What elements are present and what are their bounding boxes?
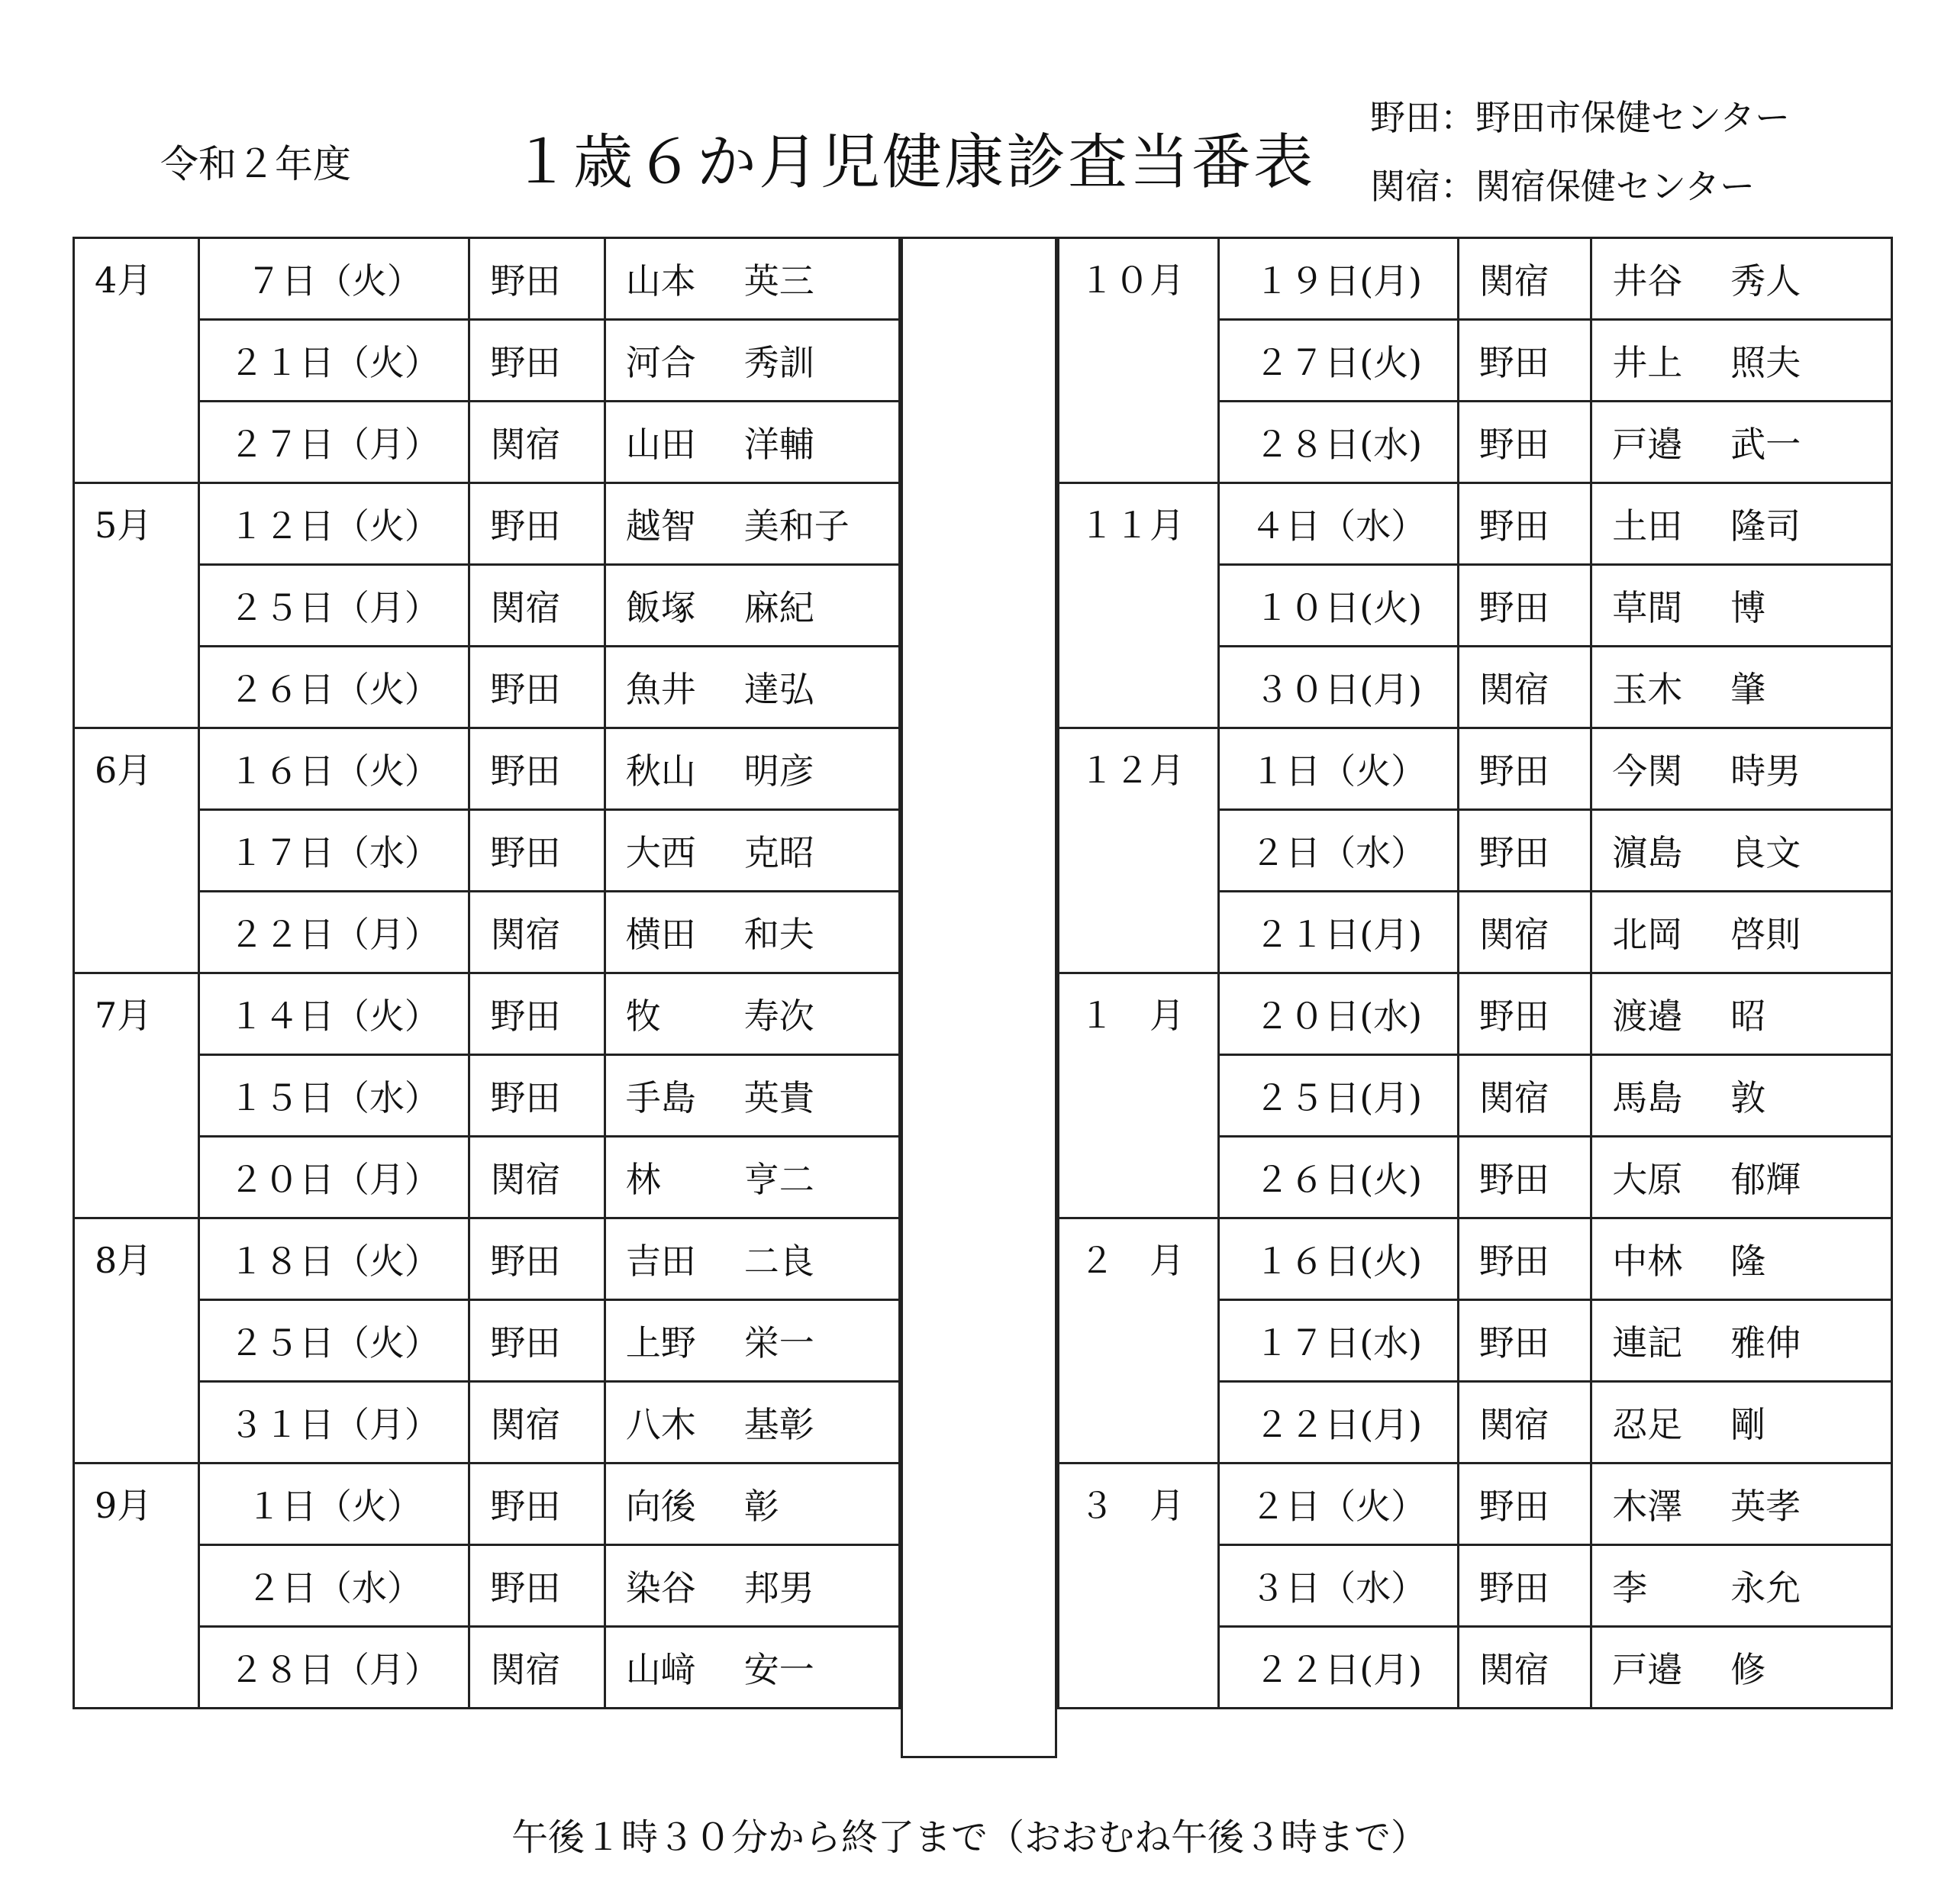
location-cell: 野田 <box>469 647 605 728</box>
doctor-family-name: 向後 <box>625 1486 696 1527</box>
doctor-given-name: 麻紀 <box>743 587 814 628</box>
location-cell: 野田 <box>469 1300 605 1382</box>
date-cell: ３１日（月） <box>199 1382 469 1463</box>
date-cell: ７日（火） <box>199 238 469 320</box>
doctor-cell <box>605 810 899 892</box>
location-cell: 関宿 <box>1458 1627 1591 1709</box>
date-cell: ２７日（月） <box>199 402 469 483</box>
doctor-given-name: 永允 <box>1730 1567 1801 1609</box>
table-row <box>74 728 900 810</box>
date-cell: ２６日(火) <box>1218 1137 1458 1218</box>
doctor-given-name: 安一 <box>743 1649 814 1690</box>
location-cell: 関宿 <box>1458 647 1591 728</box>
date-cell: １日（火） <box>199 1463 469 1545</box>
schedule-table-left <box>73 237 901 1709</box>
footnote: 午後１時３０分から終了まで（おおむね午後３時まで） <box>511 1816 1428 1859</box>
doctor-given-name: 啓則 <box>1730 914 1801 955</box>
doctor-given-name: 照夫 <box>1730 342 1801 383</box>
doctor-family-name: 山﨑 <box>625 1649 696 1690</box>
table-row <box>74 238 900 320</box>
date-cell: ２０日（月） <box>199 1137 469 1218</box>
date-cell: １０日(火) <box>1218 565 1458 647</box>
doctor-family-name: 濵島 <box>1612 832 1683 873</box>
legend-sekiyado: 関宿：関宿保健センター <box>1370 166 1756 207</box>
month-cell: １２月 <box>1059 728 1219 973</box>
doctor-cell <box>1591 1055 1892 1137</box>
date-cell: ２５日（月） <box>199 565 469 647</box>
location-cell: 関宿 <box>469 565 605 647</box>
location-cell: 野田 <box>1458 728 1591 810</box>
month-cell: １０月 <box>1059 238 1219 483</box>
doctor-given-name: 秀人 <box>1730 260 1801 302</box>
doctor-family-name: 飯塚 <box>625 587 696 628</box>
doctor-given-name: 基彰 <box>743 1404 814 1445</box>
table-row <box>1059 728 1892 810</box>
doctor-family-name: 手島 <box>625 1077 696 1118</box>
date-cell: ２６日（火） <box>199 647 469 728</box>
doctor-family-name: 山田 <box>625 424 696 465</box>
doctor-given-name: 亨二 <box>743 1159 814 1200</box>
doctor-family-name: 上野 <box>625 1322 696 1363</box>
location-cell: 関宿 <box>1458 892 1591 973</box>
doctor-family-name: 河合 <box>625 342 696 383</box>
doctor-family-name: 秋山 <box>625 750 696 792</box>
doctor-family-name: 草間 <box>1612 587 1683 628</box>
fiscal-year: 令和２年度 <box>160 142 351 186</box>
doctor-given-name: 克昭 <box>743 832 814 873</box>
doctor-family-name: 李 <box>1612 1567 1648 1609</box>
location-cell: 野田 <box>1458 1300 1591 1382</box>
location-cell: 野田 <box>469 973 605 1055</box>
doctor-cell <box>605 1137 899 1218</box>
doctor-cell <box>1591 238 1892 320</box>
doctor-cell <box>605 483 899 565</box>
date-cell: ２１日(月) <box>1218 892 1458 973</box>
doctor-given-name: 達弘 <box>743 669 814 710</box>
doctor-family-name: 吉田 <box>625 1241 696 1282</box>
doctor-cell <box>605 1545 899 1627</box>
doctor-cell <box>1591 1137 1892 1218</box>
table-row <box>74 1463 900 1545</box>
month-cell: 5月 <box>74 483 199 728</box>
location-cell: 関宿 <box>1458 1382 1591 1463</box>
location-cell: 関宿 <box>469 1382 605 1463</box>
doctor-given-name: 時男 <box>1730 750 1801 792</box>
doctor-given-name: 修 <box>1730 1649 1766 1690</box>
doctor-cell <box>605 1300 899 1382</box>
date-cell: １４日（火） <box>199 973 469 1055</box>
doctor-given-name: 敦 <box>1730 1077 1766 1118</box>
date-cell: １５日（水） <box>199 1055 469 1137</box>
location-cell: 野田 <box>1458 1545 1591 1627</box>
date-cell: ２１日（火） <box>199 320 469 402</box>
location-cell: 野田 <box>1458 320 1591 402</box>
month-cell: 9月 <box>74 1463 199 1709</box>
doctor-family-name: 魚井 <box>625 669 696 710</box>
doctor-given-name: 二良 <box>743 1241 814 1282</box>
doctor-cell <box>1591 892 1892 973</box>
location-cell: 野田 <box>1458 1137 1591 1218</box>
table-row <box>1059 483 1892 565</box>
location-cell: 野田 <box>1458 810 1591 892</box>
doctor-cell <box>605 973 899 1055</box>
doctor-cell <box>1591 1545 1892 1627</box>
location-cell: 野田 <box>1458 1463 1591 1545</box>
location-cell: 野田 <box>469 238 605 320</box>
doctor-given-name: 邦男 <box>743 1567 814 1609</box>
date-cell: ２日（火） <box>1218 1463 1458 1545</box>
doctor-given-name: 武一 <box>1730 424 1801 465</box>
legend-noda: 野田：野田市保健センター <box>1370 97 1791 138</box>
location-cell: 野田 <box>469 1463 605 1545</box>
doctor-family-name: 木澤 <box>1612 1486 1683 1527</box>
doctor-cell <box>605 1218 899 1300</box>
location-cell: 関宿 <box>469 892 605 973</box>
date-cell: １７日(水) <box>1218 1300 1458 1382</box>
date-cell: １６日（火） <box>199 728 469 810</box>
doctor-cell <box>1591 647 1892 728</box>
doctor-given-name: 英三 <box>743 260 814 302</box>
page-title: １歳６か月児健康診査当番表 <box>511 128 1316 197</box>
doctor-family-name: 横田 <box>625 914 696 955</box>
doctor-cell <box>605 402 899 483</box>
location-cell: 野田 <box>469 483 605 565</box>
table-row <box>1059 1218 1892 1300</box>
doctor-family-name: 大西 <box>625 832 696 873</box>
date-cell: １８日（火） <box>199 1218 469 1300</box>
doctor-family-name: 山本 <box>625 260 696 302</box>
doctor-given-name: 隆司 <box>1730 505 1801 547</box>
doctor-cell <box>605 238 899 320</box>
location-cell: 野田 <box>1458 402 1591 483</box>
doctor-cell <box>1591 973 1892 1055</box>
date-cell: ２２日（月） <box>199 892 469 973</box>
doctor-family-name: 馬島 <box>1612 1077 1683 1118</box>
table-row <box>74 483 900 565</box>
table-row <box>1059 973 1892 1055</box>
doctor-cell <box>605 892 899 973</box>
doctor-family-name: 越智 <box>625 505 696 547</box>
month-cell: １ 月 <box>1059 973 1219 1218</box>
doctor-cell <box>605 565 899 647</box>
doctor-cell <box>1591 1218 1892 1300</box>
doctor-family-name: 中林 <box>1612 1241 1683 1282</box>
doctor-cell <box>605 728 899 810</box>
location-cell: 野田 <box>469 1218 605 1300</box>
doctor-given-name: 明彦 <box>743 750 814 792</box>
doctor-family-name: 牧 <box>625 996 661 1037</box>
location-cell: 関宿 <box>1458 1055 1591 1137</box>
doctor-cell <box>605 1463 899 1545</box>
date-cell: ２５日(月) <box>1218 1055 1458 1137</box>
month-cell: 4月 <box>74 238 199 483</box>
location-cell: 関宿 <box>469 1137 605 1218</box>
doctor-given-name: 洋輔 <box>743 424 814 465</box>
date-cell: １日（火） <box>1218 728 1458 810</box>
date-cell: ２２日(月) <box>1218 1382 1458 1463</box>
location-cell: 野田 <box>469 1545 605 1627</box>
location-cell: 野田 <box>1458 973 1591 1055</box>
date-cell: ２８日(水) <box>1218 402 1458 483</box>
doctor-cell <box>1591 1627 1892 1709</box>
doctor-given-name: 英孝 <box>1730 1486 1801 1527</box>
doctor-given-name: 寿次 <box>743 996 814 1037</box>
doctor-family-name: 林 <box>625 1159 661 1200</box>
doctor-cell <box>605 1627 899 1709</box>
doctor-cell <box>605 647 899 728</box>
doctor-cell <box>1591 728 1892 810</box>
doctor-family-name: 井谷 <box>1612 260 1683 302</box>
doctor-cell <box>605 320 899 402</box>
table-row <box>74 1218 900 1300</box>
month-cell: 8月 <box>74 1218 199 1463</box>
location-cell: 野田 <box>469 1055 605 1137</box>
table-row <box>1059 1463 1892 1545</box>
location-cell: 野田 <box>1458 1218 1591 1300</box>
doctor-family-name: 連記 <box>1612 1322 1683 1363</box>
doctor-cell <box>605 1382 899 1463</box>
doctor-given-name: 美和子 <box>743 505 850 547</box>
date-cell: ４日（水） <box>1218 483 1458 565</box>
doctor-family-name: 戸邉 <box>1612 424 1683 465</box>
month-cell: 7月 <box>74 973 199 1218</box>
doctor-family-name: 忍足 <box>1612 1404 1683 1445</box>
location-cell: 関宿 <box>469 402 605 483</box>
doctor-given-name: 栄一 <box>743 1322 814 1363</box>
doctor-family-name: 今関 <box>1612 750 1683 792</box>
doctor-cell <box>1591 1300 1892 1382</box>
doctor-given-name: 剛 <box>1730 1404 1766 1445</box>
doctor-cell <box>1591 402 1892 483</box>
month-cell: ３ 月 <box>1059 1463 1219 1709</box>
doctor-cell <box>1591 565 1892 647</box>
schedule-table-right <box>1057 237 1893 1709</box>
table-row <box>1059 238 1892 320</box>
doctor-family-name: 染谷 <box>625 1567 696 1609</box>
doctor-given-name: 昭 <box>1730 996 1766 1037</box>
date-cell: ３０日(月) <box>1218 647 1458 728</box>
doctor-family-name: 北岡 <box>1612 914 1683 955</box>
table-row <box>74 973 900 1055</box>
doctor-family-name: 井上 <box>1612 342 1683 383</box>
doctor-family-name: 土田 <box>1612 505 1683 547</box>
doctor-cell <box>1591 483 1892 565</box>
date-cell: ２日（水） <box>1218 810 1458 892</box>
date-cell: ２２日(月) <box>1218 1627 1458 1709</box>
date-cell: ２８日（月） <box>199 1627 469 1709</box>
doctor-given-name: 良文 <box>1730 832 1801 873</box>
doctor-cell <box>1591 1382 1892 1463</box>
doctor-family-name: 大原 <box>1612 1159 1683 1200</box>
date-cell: １７日（水） <box>199 810 469 892</box>
doctor-cell <box>1591 320 1892 402</box>
doctor-cell <box>1591 1463 1892 1545</box>
month-cell: 6月 <box>74 728 199 973</box>
location-cell: 野田 <box>1458 565 1591 647</box>
date-cell: １９日(月) <box>1218 238 1458 320</box>
doctor-given-name: 彰 <box>743 1486 779 1527</box>
doctor-family-name: 玉木 <box>1612 669 1683 710</box>
doctor-cell <box>605 1055 899 1137</box>
date-cell: ２日（水） <box>199 1545 469 1627</box>
date-cell: １６日(火) <box>1218 1218 1458 1300</box>
doctor-given-name: 肇 <box>1730 669 1766 710</box>
doctor-given-name: 英貴 <box>743 1077 814 1118</box>
doctor-given-name: 隆 <box>1730 1241 1766 1282</box>
location-cell: 関宿 <box>1458 238 1591 320</box>
doctor-given-name: 秀訓 <box>743 342 814 383</box>
date-cell: ２７日(火) <box>1218 320 1458 402</box>
month-cell: １１月 <box>1059 483 1219 728</box>
table-divider <box>901 237 1057 1758</box>
doctor-given-name: 雅伸 <box>1730 1322 1801 1363</box>
doctor-given-name: 和夫 <box>743 914 814 955</box>
date-cell: ２０日(水) <box>1218 973 1458 1055</box>
doctor-cell <box>1591 810 1892 892</box>
date-cell: １２日（火） <box>199 483 469 565</box>
location-cell: 野田 <box>1458 483 1591 565</box>
location-cell: 野田 <box>469 810 605 892</box>
date-cell: ２５日（火） <box>199 1300 469 1382</box>
location-cell: 関宿 <box>469 1627 605 1709</box>
date-cell: ３日（水） <box>1218 1545 1458 1627</box>
doctor-given-name: 博 <box>1730 587 1766 628</box>
location-cell: 野田 <box>469 728 605 810</box>
doctor-family-name: 渡邉 <box>1612 996 1683 1037</box>
doctor-given-name: 郁輝 <box>1730 1159 1801 1200</box>
month-cell: ２ 月 <box>1059 1218 1219 1463</box>
location-cell: 野田 <box>469 320 605 402</box>
doctor-family-name: 戸邉 <box>1612 1649 1683 1690</box>
doctor-family-name: 八木 <box>625 1404 696 1445</box>
